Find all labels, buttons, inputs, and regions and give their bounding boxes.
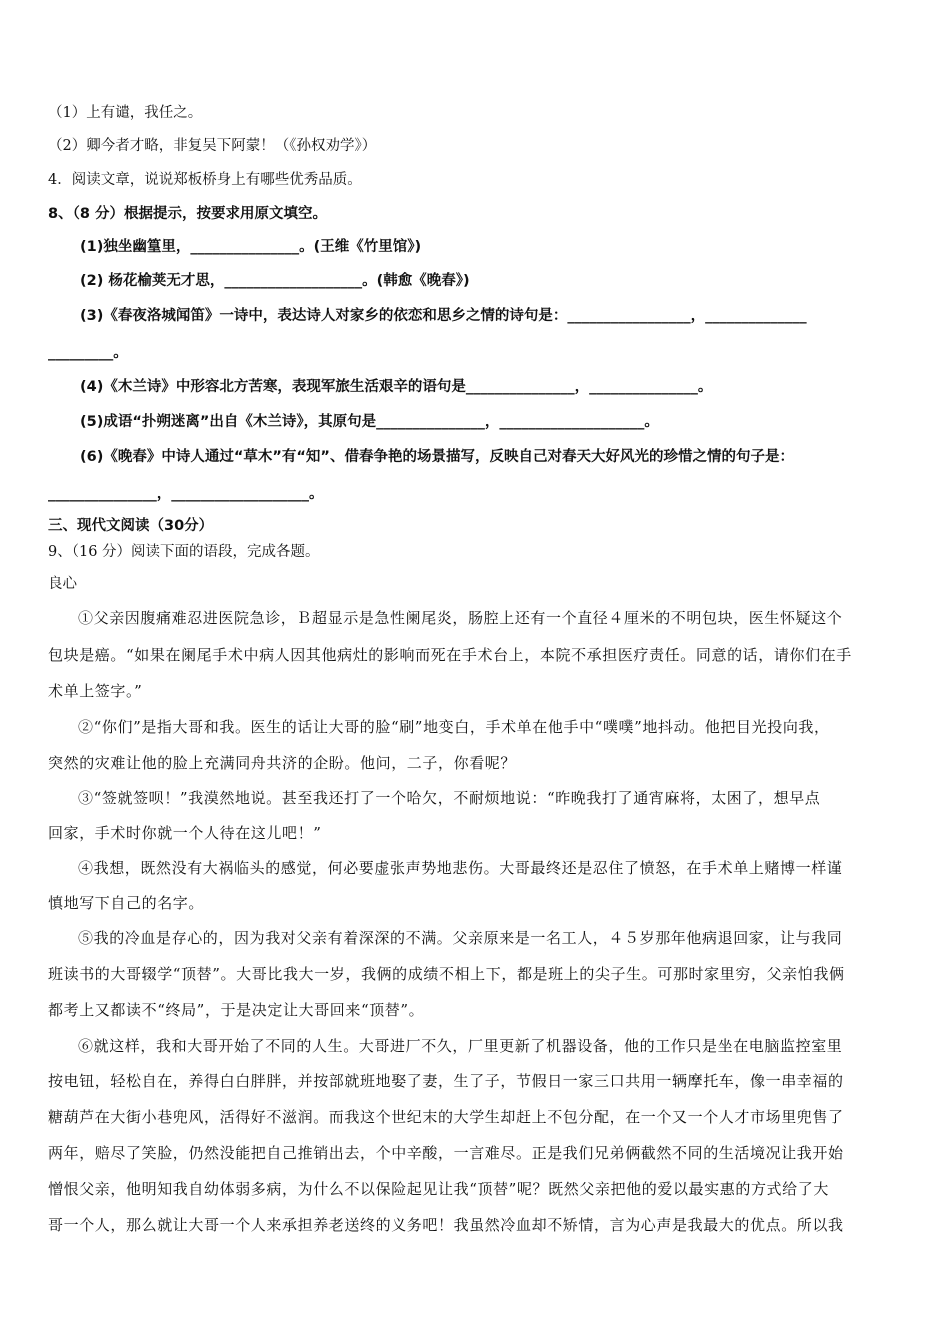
article-line: 术单上签字。” <box>48 682 143 700</box>
question-8-item-3-continued: _________。 <box>48 345 128 361</box>
translate-item-1: （1）上有谴，我任之。 <box>48 105 203 121</box>
question-8-header: 8、（8 分）根据提示，按要求用原文填空。 <box>48 206 327 222</box>
article-line: 糖葫芦在大街小巷兜风，活得好不滋润。而我这个世纪末的大学生却赶上不包分配，在一个又一个人才市场里兜售了 <box>48 1108 844 1126</box>
article-line: ⑥就这样，我和大哥开始了不同的人生。大哥进厂不久，厂里更新了机器设备，他的工作只是坐在电脑监控室里 <box>78 1037 843 1055</box>
question-8-item-1: (1)独坐幽篁里，_______________。(王维《竹里馆》) <box>80 239 422 255</box>
article-title: 良心 <box>48 576 77 592</box>
article-line: ④我想，既然没有大祸临头的感觉，何必要虚张声势地悲伤。大哥最终还是忍住了愤怒，在手术单上赌博一样谨 <box>78 859 843 877</box>
article-line: 回家，手术时你就一个人待在这儿吧！” <box>48 824 322 842</box>
article-line: 按电钮，轻松自在，养得白白胖胖，并按部就班地娶了妻，生了子，节假日一家三口共用一辆摩托车，像一串幸福的 <box>48 1072 844 1090</box>
article-line: 慎地写下自己的名字。 <box>48 894 205 912</box>
article-line: 憎恨父亲，他明知我自幼体弱多病，为什么不以保险起见让我“顶替”呢？既然父亲把他的爱以最实惠的方式给了大 <box>48 1180 829 1198</box>
question-8-item-6: (6)《晚春》中诗人通过“草木”有“知”、借春争艳的场景描写，反映自己对春天大好风光的珍惜之情的句子是： <box>80 449 794 465</box>
question-8-item-5: (5)成语“扑朔迷离”出自《木兰诗》，其原句是_______________，____________________。 <box>80 414 659 430</box>
question-8-item-2: (2) 杨花榆荚无才思，___________________。(韩愈《晚春》) <box>80 273 470 289</box>
question-9-header: 9、（16 分）阅读下面的语段，完成各题。 <box>48 544 320 560</box>
article-line: 班读书的大哥辍学“顶替”。大哥比我大一岁，我俩的成绩不相上下，都是班上的尖子生。可那时家里穷，父亲怕我俩 <box>48 965 845 983</box>
question-8-item-6-continued: _______________，___________________。 <box>48 486 324 502</box>
translate-item-2: （2）卿今者才略，非复吴下阿蒙！（《孙权劝学》） <box>48 138 377 154</box>
article-line: 突然的灾难让他的脸上充满同舟共济的企盼。他问，二子，你看呢？ <box>48 754 517 772</box>
article-line: 都考上又都读不“终局”，于是决定让大哥回来“顶替”。 <box>48 1001 425 1019</box>
question-8-item-3: (3)《春夜洛城闻笛》一诗中，表达诗人对家乡的依恋和思乡之情的诗句是：_________________，______________ <box>80 308 807 324</box>
article-line: ③“签就签呗！”我漠然地说。甚至我还打了一个哈欠，不耐烦地说：“昨晚我打了通宵麻将，太困了，想早点 <box>78 789 821 807</box>
article-line: 哥一个人，那么就让大哥一个人来承担养老送终的义务吧！我虽然冷血却不矫情，言为心声是我最大的优点。所以我 <box>48 1216 844 1234</box>
question-8-item-4: (4)《木兰诗》中形容北方苦寒，表现军旅生活艰辛的语句是_______________，_______________。 <box>80 379 713 395</box>
article-line: ①父亲因腹痛难忍进医院急诊，Ｂ超显示是急性阑尾炎，肠腔上还有一个直径４厘米的不明包块，医生怀疑这个 <box>78 609 843 627</box>
section-3-title: 三、现代文阅读（30分） <box>48 518 214 534</box>
article-line: ②“你们”是指大哥和我。医生的话让大哥的脸“刷”地变白，手术单在他手中“噗噗”地抖动。他把目光投向我， <box>78 718 830 736</box>
article-line: ⑤我的冷血是存心的，因为我对父亲有着深深的不满。父亲原来是一名工人，４５岁那年他病退回家，让与我同 <box>78 929 843 947</box>
article-line: 包块是癌。“如果在阑尾手术中病人因其他病灶的影响而死在手术台上，本院不承担医疗责任。同意的话，请你们在手 <box>48 646 852 664</box>
question-4: 4．阅读文章，说说郑板桥身上有哪些优秀品质。 <box>48 172 362 188</box>
article-line: 两年，赔尽了笑脸，仍然没能把自己推销出去，个中辛酸，一言难尽。正是我们兄弟俩截然不同的生活境况让我开始 <box>48 1144 844 1162</box>
